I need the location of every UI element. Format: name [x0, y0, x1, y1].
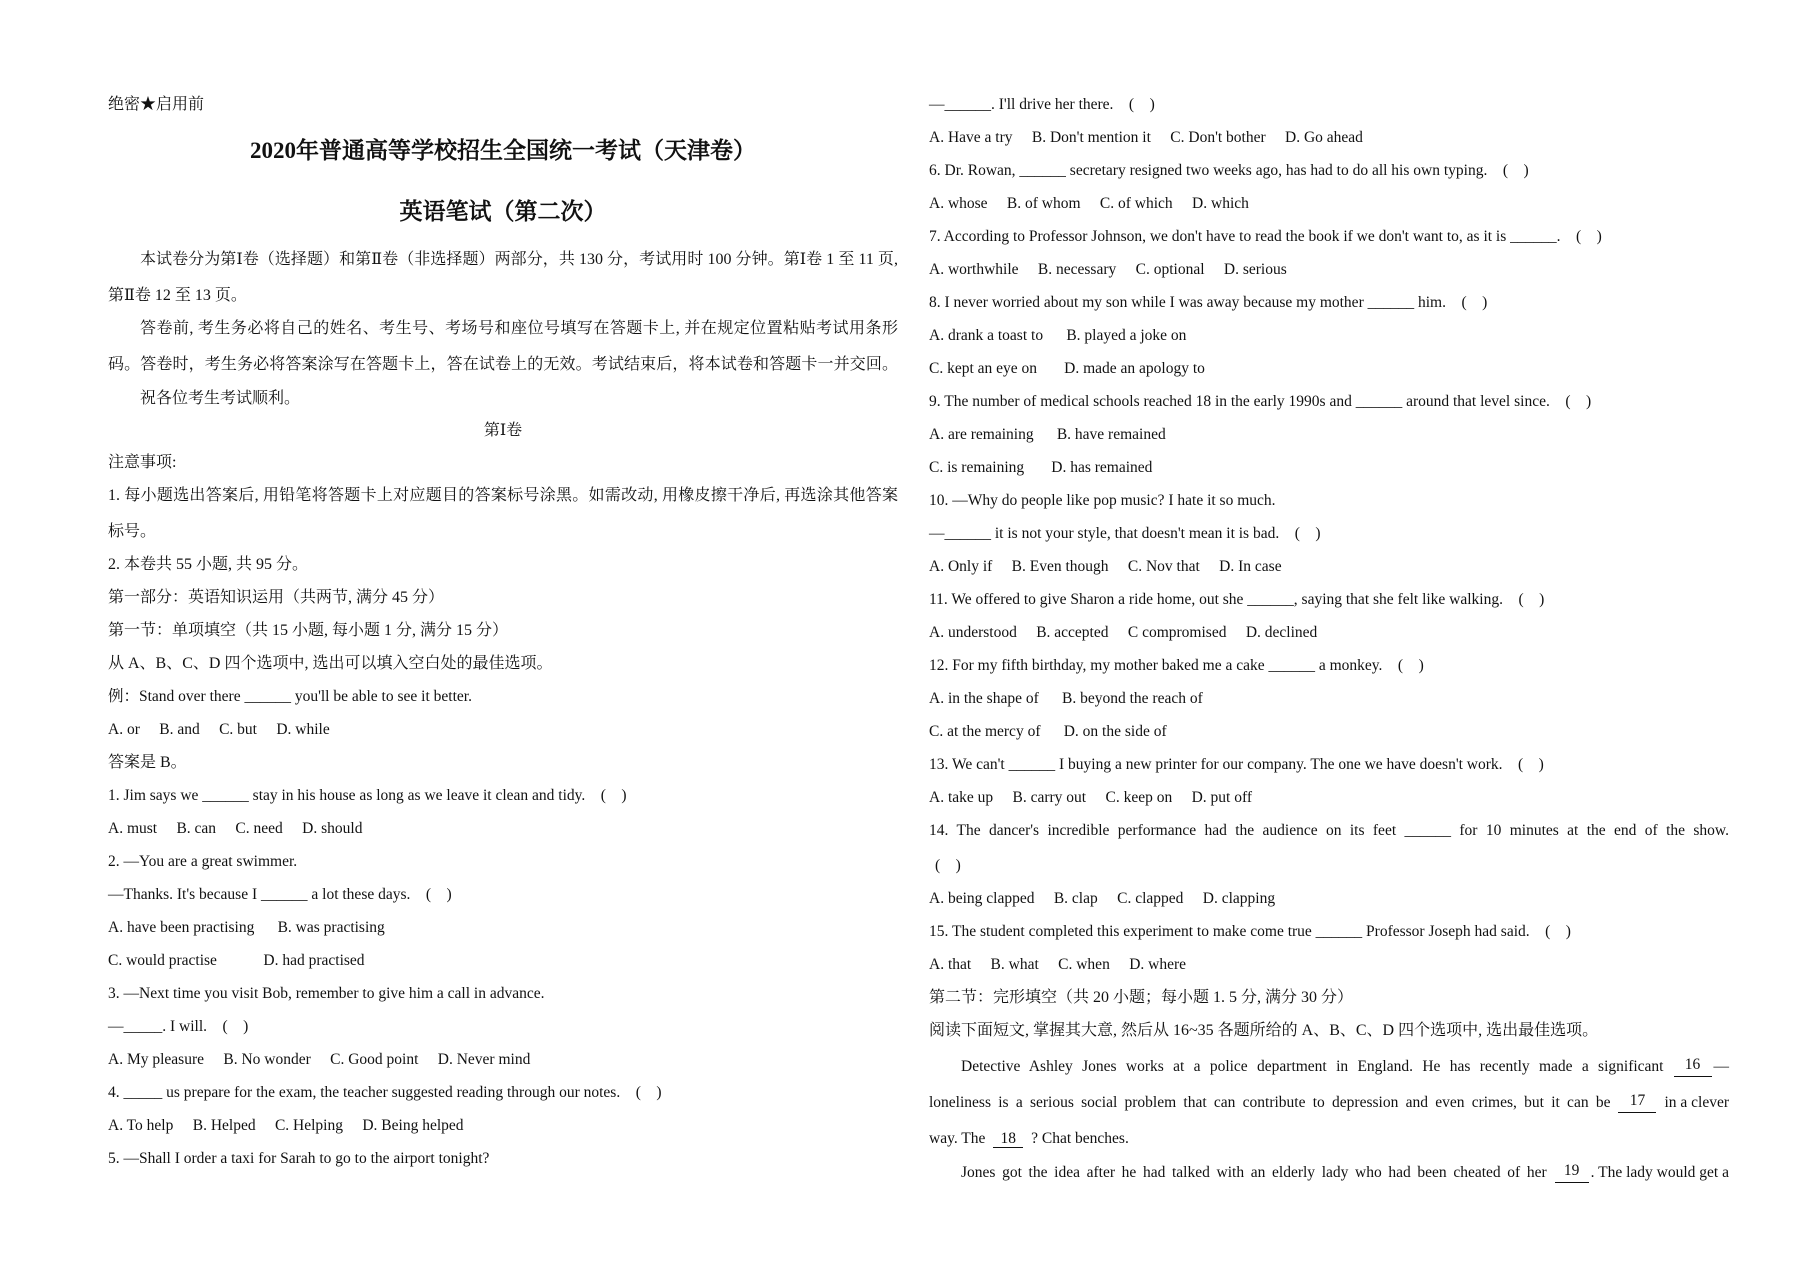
question-6: 6. Dr. Rowan, ______ secretary resigned two weeks ago, has had to do all his own typing. ( ): [929, 162, 1529, 179]
question-10-prompt: 10. —Why do people like pop music? I hate it so much.: [929, 492, 1276, 509]
section-1-heading: 第一节：单项填空（共 15 小题, 每小题 1 分, 满分 15 分）: [108, 622, 509, 639]
question-8-options-2: C. kept an eye on D. made an apology to: [929, 360, 1205, 377]
confidential-label: 绝密★启用前: [108, 96, 205, 113]
question-1: 1. Jim says we ______ stay in his house as long as we leave it clean and tidy. ( ): [108, 787, 627, 804]
question-2-options-1: A. have been practising B. was practising: [108, 919, 385, 936]
passage-line-4: [961, 1163, 1729, 1183]
question-2-prompt: 2. —You are a great swimmer.: [108, 853, 298, 870]
question-10-options: A. Only if B. Even though C. Nov that D. In case: [929, 558, 1282, 575]
question-3-options: A. My pleasure B. No wonder C. Good point D. Never mind: [108, 1051, 531, 1068]
passage-line-1: [961, 1057, 1729, 1077]
question-8: 8. I never worried about my son while I was away because my mother ______ him. ( ): [929, 294, 1488, 311]
passage-text: . The lady would get a: [1590, 1164, 1729, 1181]
question-4: 4. _____ us prepare for the exam, the teacher suggested reading through our notes. ( ): [108, 1084, 662, 1101]
question-12: 12. For my fifth birthday, my mother baked me a cake ______ a monkey. ( ): [929, 657, 1424, 674]
question-5-prompt: 5. —Shall I order a taxi for Sarah to go to the airport tonight?: [108, 1150, 490, 1167]
question-10: —______ it is not your style, that doesn't mean it is bad. ( ): [929, 525, 1321, 542]
question-3: —_____. I will. ( ): [108, 1018, 249, 1035]
example-question: 例：Stand over there ______ you'll be able to see it better.: [108, 688, 472, 705]
question-9-options-1: A. are remaining B. have remained: [929, 426, 1166, 443]
note-1b: 标号。: [108, 523, 157, 540]
passage-text: loneliness is a serious social problem that can contribute to depression and even crimes, but it can be: [929, 1094, 1611, 1111]
question-13: 13. We can't ______ I buying a new printer for our company. The one we have doesn't work. ( ): [929, 756, 1544, 773]
question-11-options: A. understood B. accepted C compromised D. declined: [929, 624, 1318, 641]
question-2-options-2: C. would practise D. had practised: [108, 952, 365, 969]
blank-17: 17: [1618, 1093, 1656, 1113]
question-12-options-2: C. at the mercy of D. on the side of: [929, 723, 1167, 740]
question-2: —Thanks. It's because I ______ a lot these days. ( ): [108, 886, 452, 903]
question-5: —______. I'll drive her there. ( ): [929, 96, 1155, 113]
question-9: 9. The number of medical schools reached 18 in the early 1990s and ______ around that level since. ( ): [929, 393, 1592, 410]
passage-text: way. The: [929, 1130, 986, 1147]
question-15: 15. The student completed this experiment to make come true ______ Professor Joseph had said. ( ): [929, 923, 1571, 940]
question-4-options: A. To help B. Helped C. Helping D. Being helped: [108, 1117, 464, 1134]
question-13-options: A. take up B. carry out C. keep on D. put off: [929, 789, 1253, 806]
question-12-options-1: A. in the shape of B. beyond the reach of: [929, 690, 1203, 707]
question-8-options-1: A. drank a toast to B. played a joke on: [929, 327, 1187, 344]
question-7-options: A. worthwhile B. necessary C. optional D. serious: [929, 261, 1287, 278]
intro-paragraph-1b: 第Ⅱ卷 12 至 13 页。: [108, 287, 247, 304]
question-11: 11. We offered to give Sharon a ride home, out she ______, saying that she felt like walking. ( ): [929, 591, 1545, 608]
note-2: 2. 本卷共 55 小题, 共 95 分。: [108, 556, 309, 573]
passage-text: in a clever: [1664, 1094, 1729, 1111]
question-14-options: A. being clapped B. clap C. clapped D. clapping: [929, 890, 1276, 907]
example-options: A. or B. and C. but D. while: [108, 721, 330, 738]
passage-text: —: [1713, 1058, 1729, 1075]
note-1a: 1. 每小题选出答案后, 用铅笔将答题卡上对应题目的答案标号涂黑。如需改动, 用橡皮擦干净后, 再选涂其他答案: [108, 487, 898, 504]
passage-line-3: [929, 1129, 1129, 1149]
question-6-options: A. whose B. of whom C. of which D. which: [929, 195, 1249, 212]
part-1-heading: 第一部分：英语知识运用（共两节, 满分 45 分）: [108, 589, 445, 606]
question-9-options-2: C. is remaining D. has remained: [929, 459, 1153, 476]
section-2-heading: 第二节：完形填空（共 20 小题；每小题 1. 5 分, 满分 30 分）: [929, 989, 1354, 1006]
exam-subtitle: 英语笔试（第二次）: [399, 199, 607, 224]
question-5-options: A. Have a try B. Don't mention it C. Don't bother D. Go ahead: [929, 129, 1363, 146]
intro-paragraph-2a: 答卷前, 考生务必将自己的姓名、考生号、考场号和座位号填写在答题卡上, 并在规定位置粘贴考试用条形: [140, 320, 898, 337]
section-1-instruction: 从 A、B、C、D 四个选项中, 选出可以填入空白处的最佳选项。: [108, 655, 553, 672]
blank-19: 19: [1555, 1163, 1589, 1183]
question-14: 14. The dancer's incredible performance had the audience on its feet ______ for 10 minutes at the end of the show.: [929, 822, 1729, 839]
passage-line-2: [929, 1093, 1729, 1113]
passage-text: Detective Ashley Jones works at a police department in England. He has recently made a significant: [961, 1058, 1664, 1075]
exam-title: 2020年普通高等学校招生全国统一考试（天津卷）: [250, 138, 756, 163]
blank-18: 18: [993, 1131, 1023, 1148]
question-7: 7. According to Professor Johnson, we don't have to read the book if we don't want to, as it is ______. ( ): [929, 228, 1602, 245]
passage-text: Jones got the idea after he had talked with an elderly lady who had been cheated of her: [961, 1164, 1547, 1181]
blank-16: 16: [1674, 1057, 1712, 1077]
question-1-options: A. must B. can C. need D. should: [108, 820, 363, 837]
question-15-options: A. that B. what C. when D. where: [929, 956, 1186, 973]
intro-paragraph-3: 祝各位考生考试顺利。: [140, 390, 301, 407]
section-heading: 第Ⅰ卷: [483, 422, 523, 439]
intro-paragraph-2b: 码。答卷时，考生务必将答案涂写在答题卡上，答在试卷上的无效。考试结束后，将本试卷和答题卡一并交回。: [108, 356, 898, 373]
passage-text: ? Chat benches.: [1031, 1130, 1129, 1147]
question-14-bracket: ( ): [935, 857, 961, 874]
intro-paragraph-1a: 本试卷分为第Ⅰ卷（选择题）和第Ⅱ卷（非选择题）两部分，共 130 分，考试用时 100 分钟。第Ⅰ卷 1 至 11 页,: [140, 251, 898, 268]
example-answer: 答案是 B。: [108, 754, 187, 771]
question-3-prompt: 3. —Next time you visit Bob, remember to give him a call in advance.: [108, 985, 545, 1002]
section-2-instruction: 阅读下面短文, 掌握其大意, 然后从 16~35 各题所给的 A、B、C、D 四个选项中, 选出最佳选项。: [929, 1022, 1599, 1039]
notes-heading: 注意事项:: [108, 454, 177, 471]
